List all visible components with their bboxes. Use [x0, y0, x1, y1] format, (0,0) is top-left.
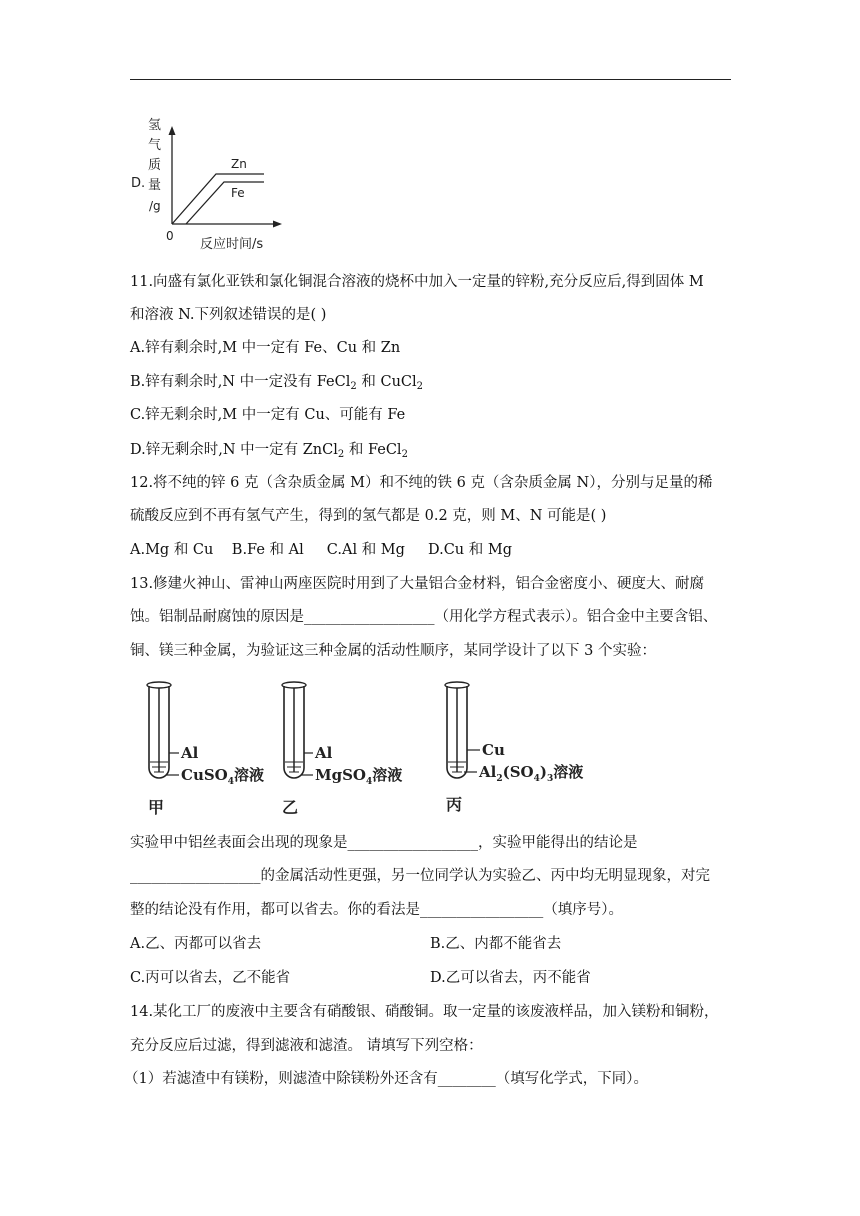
y-axis-label-char: 量 — [148, 178, 162, 193]
test-tube-yi — [282, 682, 402, 817]
tube-bing-name: 丙 — [446, 795, 463, 814]
q12-stem-line2: 硫酸反应到不再有氢气产生，得到的氢气都是 0.2 克，则 M、N 可能是( ) — [130, 508, 607, 524]
q13-line3: 铜、镁三种金属，为验证这三种金属的活动性顺序，某同学设计了以下 3 个实验： — [130, 643, 656, 659]
tube-bing-solution: $Al_2(SO_4)_3$溶液 — [479, 763, 584, 784]
fe-series-label: Fe — [231, 186, 245, 200]
q11-option-d: D.锌无剩余时,N 中一定有 ZnCl$_2$ 和 FeCl$_2$ — [130, 442, 408, 460]
q11-option-a: A.锌有剩余时,M 中一定有 Fe、Cu 和 Zn — [130, 340, 401, 356]
tube-yi-name: 乙 — [282, 798, 299, 817]
q13-option-d: D.乙可以省去，丙不能省 — [430, 970, 591, 986]
tube-jia-metal: Al — [181, 744, 199, 762]
test-tube-bing — [445, 682, 583, 814]
q13-line1: 13.修建火神山、雷神山两座医院时用到了大量铝合金材料，铝合金密度小、硬度大、耐腐 — [130, 576, 705, 592]
q13-line5: __________________的金属活动性更强，另一位同学认为实验乙、丙中均无明显现象，对完 — [130, 868, 710, 884]
fe-curve — [186, 182, 264, 224]
hydrogen-mass-graph — [130, 110, 290, 255]
test-tube-jia — [147, 682, 264, 817]
y-axis-label-char: 气 — [148, 138, 162, 153]
q12-stem-line1: 12.将不纯的锌 6 克（含杂质金属 M）和不纯的铁 6 克（含杂质金属 N），分别与足量的稀 — [130, 475, 713, 491]
y-axis-label-char: 氢 — [148, 118, 162, 133]
y-axis-label-char: 质 — [148, 158, 162, 173]
q12-options: A.Mg 和 Cu B.Fe 和 Al C.Al 和 Mg D.Cu 和 Mg — [130, 542, 512, 558]
q14-line1: 14.某化工厂的废液中主要含有硝酸银、硝酸铜。取一定量的该废液样品，加入镁粉和铜粉， — [130, 1004, 719, 1020]
tube-yi-solution: MgSO$_4$溶液 — [315, 766, 403, 787]
test-tube-experiments — [130, 676, 600, 818]
q13-line4: 实验甲中铝丝表面会出现的现象是__________________，实验甲能得出的结论是 — [130, 835, 638, 851]
q13-line2: 蚀。铝制品耐腐蚀的原因是__________________（用化学方程式表示）。铝合金中主要含铝、 — [130, 609, 718, 625]
y-axis-label-char: /g — [149, 199, 161, 213]
q14-line3: （1）若滤渣中有镁粉，则滤渣中除镁粉外还含有________（填写化学式，下同）。 — [124, 1071, 648, 1087]
q13-option-a: A.乙、丙都可以省去 — [130, 936, 262, 952]
x-axis-arrow — [273, 221, 282, 228]
q14-line2: 充分反应后过滤，得到滤液和滤渣。 请填写下列空格： — [130, 1038, 483, 1054]
tube-bing-metal: Cu — [482, 741, 505, 759]
zn-series-label: Zn — [231, 157, 247, 171]
q13-option-c: C.丙可以省去，乙不能省 — [130, 970, 291, 986]
q11-option-b: B.锌有剩余时,N 中一定没有 FeCl$_2$ 和 CuCl$_2$ — [130, 374, 424, 392]
option-d-label: D. — [131, 176, 146, 191]
tube-yi-metal: Al — [315, 744, 333, 762]
q11-stem-line2: 和溶液 N.下列叙述错误的是( ) — [130, 307, 327, 323]
q11-option-c: C.锌无剩余时,M 中一定有 Cu、可能有 Fe — [130, 407, 406, 423]
q11-stem-line1: 11.向盛有氯化亚铁和氯化铜混合溶液的烧杯中加入一定量的锌粉,充分反应后,得到固体 M — [130, 274, 704, 290]
x-axis-label: 反应时间/s — [200, 237, 264, 252]
tube-jia-name: 甲 — [148, 798, 165, 817]
header-rule — [130, 79, 731, 80]
q13-line6: 整的结论没有作用，都可以省去。你的看法是_________________（填序号）。 — [130, 902, 623, 918]
q13-option-b: B.乙、内都不能省去 — [430, 936, 562, 952]
origin-label: 0 — [166, 229, 174, 243]
y-axis-arrow — [169, 126, 176, 135]
tube-jia-solution: CuSO$_4$溶液 — [181, 766, 265, 787]
